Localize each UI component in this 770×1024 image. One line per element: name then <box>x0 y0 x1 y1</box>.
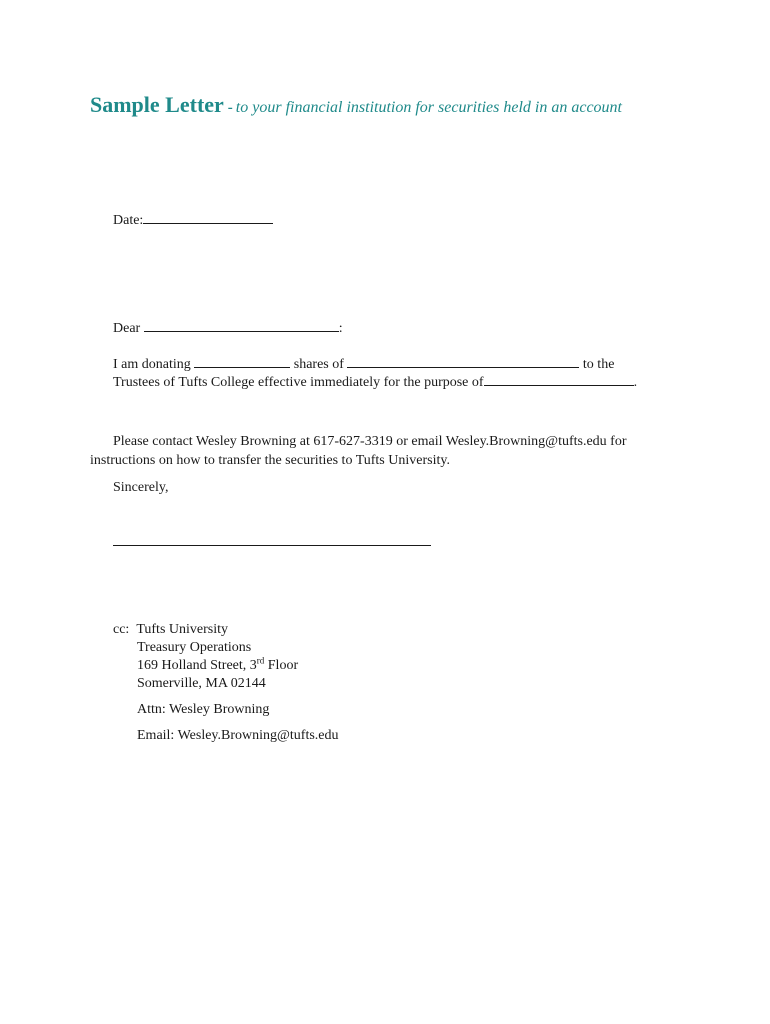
date-line <box>113 210 273 230</box>
shares-count-blank[interactable] <box>194 354 290 368</box>
salutation-prefix: Dear <box>113 321 141 336</box>
recipient-blank[interactable] <box>144 318 339 332</box>
date-blank[interactable] <box>143 210 273 224</box>
cc-label: cc: <box>113 622 130 637</box>
cc-attn: Attn: Wesley Browning <box>137 702 270 717</box>
cc-email: Email: Wesley.Browning@tufts.edu <box>137 728 339 743</box>
donation-line-2 <box>113 372 637 392</box>
cc-street-sup: rd <box>256 655 265 666</box>
heading-dash: - <box>227 100 233 116</box>
donation-end: . <box>633 375 638 390</box>
donation-part2: shares of <box>293 357 344 372</box>
cc-line-1 <box>113 621 228 639</box>
salutation-suffix: : <box>338 321 343 336</box>
heading-title: Sample Letter <box>90 92 224 117</box>
cc-street <box>137 657 298 675</box>
cc-city: Somerville, MA 02144 <box>137 676 266 691</box>
page-heading <box>90 92 622 118</box>
donation-part1: I am donating <box>113 357 191 372</box>
cc-org: Tufts University <box>136 622 228 637</box>
donation-line2: Trustees of Tufts College effective immediately for the purpose of <box>113 375 484 390</box>
cc-street-pre: 169 Holland Street, 3 <box>137 658 257 673</box>
donation-part3: to the <box>582 357 615 372</box>
contact-line-1: Please contact Wesley Browning at 617-627-3319 or email Wesley.Browning@tufts.edu for <box>113 434 627 449</box>
security-name-blank[interactable] <box>347 354 579 368</box>
date-label: Date: <box>113 213 144 228</box>
salutation-line <box>113 318 343 338</box>
donation-line-1 <box>113 354 614 374</box>
signature-line[interactable] <box>113 545 431 546</box>
heading-subtitle: to your financial institution for securities held in an account <box>235 99 622 116</box>
purpose-blank[interactable] <box>484 372 634 386</box>
cc-street-post: Floor <box>264 658 299 673</box>
contact-line-2: instructions on how to transfer the securities to Tufts University. <box>90 453 450 468</box>
closing: Sincerely, <box>113 480 169 495</box>
cc-dept: Treasury Operations <box>137 640 252 655</box>
